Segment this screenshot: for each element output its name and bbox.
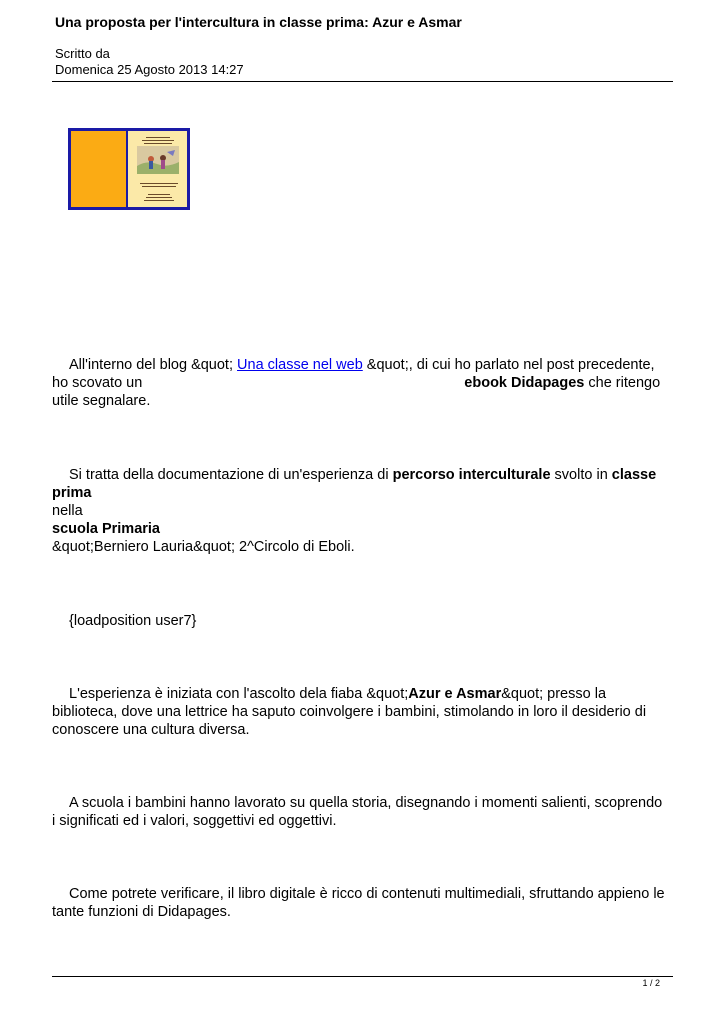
article-meta — [55, 46, 244, 78]
cover-illustration — [137, 146, 179, 174]
paragraph-school: A scuola i bambini hanno lavorato su quella storia, disegnando i momenti salienti, scoprendo i significati ed i valori, soggettivi ed oggettivi. — [52, 795, 663, 829]
cover-text-line — [144, 143, 172, 144]
cover-text-line — [146, 197, 172, 198]
cover-text-line — [140, 183, 178, 184]
blog-link[interactable]: Una classe nel web — [237, 357, 363, 373]
page-title: Una proposta per l'intercultura in classe prima: Azur e Asmar — [55, 14, 462, 30]
ebook-cover-image — [68, 128, 190, 210]
ebook-name: ebook Didapages — [464, 375, 585, 391]
cover-text-line — [144, 200, 174, 201]
paragraph-digital-book: Come potrete verificare, il libro digitale è ricco di contenuti multimediali, sfruttando appieno le tante funzioni di Didapages. — [52, 886, 665, 920]
paragraph-intro: All'interno del blog &quot; Una classe nel web &quot;, di cui ho parlato nel post precedente, ho scovato un ebook Didapages che ritengo utile segnalare. — [52, 357, 661, 409]
paragraph-loadposition: {loadposition user7} — [69, 613, 197, 629]
paragraph-experience: L'esperienza è iniziata con l'ascolto dela fiaba &quot;Azur e Asmar&quot; presso la biblioteca, dove una lettrice ha saputo coinvolgere i bambini, stimolando in loro il desiderio di conoscere una cultura diversa. — [52, 686, 647, 738]
page-number: 1 / 2 — [642, 978, 660, 988]
cover-text-line — [146, 137, 170, 138]
cover-left-panel — [71, 131, 126, 207]
header-divider — [52, 81, 673, 82]
publish-date: Domenica 25 Agosto 2013 14:27 — [55, 62, 244, 77]
paragraph-description: Si tratta della documentazione di un'esperienza di percorso interculturale svolto in classe prima nella scuola Primaria &quot;Berniero Lauria&quot; 2^Circolo di Eboli. — [52, 467, 657, 555]
cover-text-line — [148, 194, 170, 195]
footer-divider — [52, 976, 673, 977]
cover-text-line — [142, 186, 176, 187]
author-label: Scritto da — [55, 46, 110, 61]
cover-text-line — [142, 140, 174, 141]
